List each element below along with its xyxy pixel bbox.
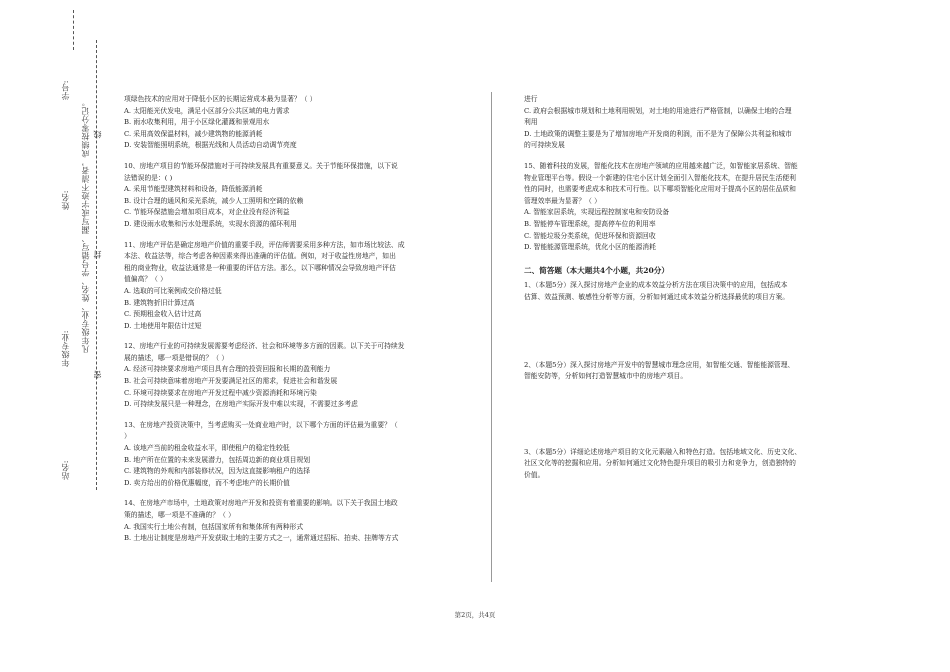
question-stem: 管理效率最为显著？（ ） [524,196,601,205]
text-line: 利用 [524,118,538,127]
question-stem: 2、（本题5分）深入探讨房地产开发中的智慧城市理念应用，如智能交通、智能能源管理、 [524,360,795,369]
question-stem: 估算、效益预测、敏感性分析等方面，分析如何通过成本效益分析选择最优的项目方案。 [524,292,790,301]
question-11 [124,240,474,333]
text-line: 进行 [524,95,538,103]
option: A. 选取的可比案例成交价格过低 [124,286,222,295]
question-stem: 项绿色技术的应用对于降低小区的长期运营成本最为显著？（ ） [124,95,317,103]
option: A. 采用节能型建筑材料和设备，降低能源消耗 [124,185,263,194]
page-number: 第2页，共4页 [454,611,496,619]
question-stem: 法错误的是：( ) [124,173,173,182]
binding-margin [0,0,110,672]
question-stem: 本法、收益法等，综合考虑各种因素来得出准确的评估值。例如，对于收益性房地产，如出 [124,252,396,261]
option: A. 智能家居系统，实现远程控制家电和安防设备 [524,208,670,217]
name-field: 姓名: [61,190,70,211]
option: D. 安装智能照明系统，根据光线和人员活动自动调节亮度 [124,141,297,150]
question-stem: 策的描述，哪一项是不准确的？（ ） [124,511,235,519]
question-stem: 15、随着科技的发展，智能化技术在房地产领域的应用越来越广泛，如智能家居系统、智能 [524,161,798,170]
short-answer-1 [524,280,874,303]
question-stem: 3、（本题5分）详细论述房地产项目的文化元素融入和特色打造。包括地域文化、历史文化、 [524,447,802,456]
question-stem: 1、（本题5分）深入探讨房地产企业的成本效益分析方法在项目决策中的应用，包括成本 [524,281,788,290]
option: D. 可持续发展只是一种理念，在房地产实际开发中难以实现，不需要过多考虑 [124,400,358,409]
option: B. 建筑物折旧计算过高 [124,298,195,307]
question-stem: 11、房地产评估是确定房地产价值的重要手段，评估师需要采用多种方法，如市场比较法、成 [124,240,405,249]
question-9 [124,94,474,152]
seal-mark-secret: 密 [93,370,102,379]
seal-mark-line: 线 [93,130,102,139]
option: C. 智能垃圾分类系统，促进环保和资源回收 [524,231,656,240]
question-14 [124,498,474,544]
seal-mark-seal: 封 [93,250,102,259]
option: D. 智能能源管理系统，优化小区的能源消耗 [524,243,656,252]
question-stem: 12、房地产行业的可持续发展需要考虑经济、社会和环境等多方面的因素。以下关于可持续发 [124,342,405,351]
option: C. 环境可持续要求在房地产开发过程中减少资源消耗和环境污染 [124,388,317,397]
notice-text: 凡年级专业、姓名、学号错写、漏写或字迹不清者，成绩按零分记。 [81,98,90,353]
option: C. 建筑物的外观和内部装修状况，因为这直接影响租户的选择 [124,467,310,476]
question-stem: 展的描述，哪一项是错误的？（ ） [124,353,229,362]
option: D. 卖方给出的价格优惠幅度，而不考虑地产的长期价值 [124,478,290,487]
binding-dashed-line-inner [73,10,74,50]
question-stem: 租的商业物业，收益法通常是一种重要的评估方法。那么，以下哪种情况会导致房地产评估 [124,263,396,272]
option: A. 经济可持续要求房地产项目具有合理的投资回报和长期的盈利能力 [124,365,331,374]
answer-space[interactable] [524,304,874,360]
question-stem: 14、在房地产市场中，土地政策对房地产开发和投资有着重要的影响。以下关于我国土地政 [124,499,398,508]
question-14-continued [524,94,874,152]
option: A. 太阳能光伏发电，满足小区部分公共区域的电力需求 [124,106,290,115]
option: A. 该地产当前的租金收益水平，即使租户的稳定性较低 [124,444,290,453]
option: B. 智能停车管理系统，提高停车位的利用率 [524,219,656,228]
option: D. 土地使用年限估计过短 [124,321,202,330]
binding-dashed-line-outer [96,40,97,490]
question-13 [124,420,474,490]
question-stem: 10、房地产项目的节能环保措施对于可持续发展具有重要意义。关于节能环保措施，以下说 [124,161,398,170]
option: B. 雨水收集利用，用于小区绿化灌溉和景观用水 [124,118,270,127]
question-stem: 物业管理平台等。假设一个新建的住宅小区计划全面引入智能化技术，在提升居民生活便利 [524,173,796,182]
question-stem: 智能安防等，分析如何打造智慧城市中的房地产项目。 [524,372,688,381]
short-answer-2 [524,360,874,383]
question-stem: 性的同时，也需要考虑成本和技术可行性。以下哪项智能化应用对于提高小区的居住品质和 [524,185,796,194]
option: B. 设计合理的通风和采光系统，减少人工照明和空调的依赖 [124,196,304,205]
column-divider [491,92,492,582]
question-10 [124,161,474,231]
text-line: 的可持续发展 [524,141,565,150]
option: D. 建设雨水收集和污水处理系统，实现水资源的循环利用 [124,219,297,228]
question-stem: 值偏高？（ ） [124,275,167,284]
left-column [124,94,474,545]
option: C. 采用高效保温材料，减少建筑物的能源消耗 [124,129,263,138]
exam-site-field: 站名: [61,460,70,481]
option: D. 土地政策的调整主要是为了增加房地产开发商的利润，而不是为了保障公共利益和城市 [524,129,792,138]
answer-space[interactable] [524,383,874,447]
option: B. 土地出让制度是房地产开发获取土地的主要方式之一，通常通过招标、拍卖、挂牌等方式 [124,534,399,543]
question-stem: 价值。 [524,470,545,479]
option: C. 节能环保措施会增加项目成本，对企业没有经济利益 [124,208,290,217]
question-stem: 13、在房地产投资决策中，当考虑购买一处商业地产时，以下哪个方面的评估最为重要？（ [124,420,398,429]
section-title: 二、简答题（本大题共4个小题，共20分） [524,265,669,275]
short-answer-3 [524,447,874,482]
option: C. 预期租金收入估计过高 [124,310,202,319]
question-15 [524,161,874,254]
option: C. 政府会根据城市规划和土地利用规划，对土地的用途进行严格管制，以确保土地的合理 [524,106,792,115]
option: B. 地产所在位置的未来发展潜力，包括周边新的商业项目规划 [124,455,311,464]
right-column [524,94,874,481]
question-stem: 社区文化等的挖掘和应用。分析如何通过文化特色提升项目的吸引力和竞争力，创造独特的 [524,459,796,468]
question-stem: ） [124,432,131,441]
option: A. 我国实行土地公有制，包括国家所有和集体所有两种形式 [124,522,304,531]
major-field: 年级专业: [61,330,70,368]
question-12 [124,341,474,411]
exam-id-field: 学号: [61,80,70,101]
option: B. 社会可持续意味着房地产开发要满足社区的需求，促进社会和谐发展 [124,377,338,386]
